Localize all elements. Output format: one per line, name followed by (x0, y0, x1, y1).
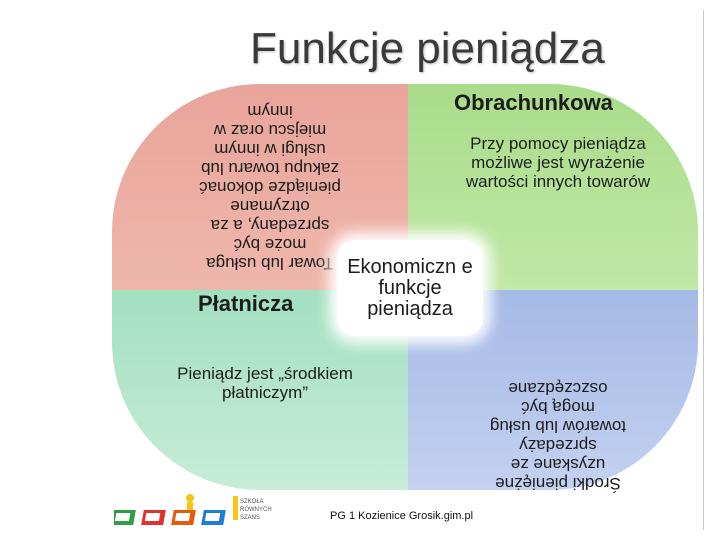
school-books-logo-icon (114, 492, 274, 532)
bottom-left-text: Pieniądz jest „środkiem płatniczym” (177, 364, 353, 402)
svg-text:SZKOŁA: SZKOŁA (240, 499, 264, 505)
bottom-right-text: Środki pieniężne uzyskane ze sprzedaży towarów lub usług mogą być oszczędzane (489, 379, 627, 493)
slide-right-border (703, 10, 704, 530)
top-right-text: Przy pomocy pieniądza możliwe jest wyrażenie wartości innych towarów (465, 134, 651, 191)
center-label-box (337, 240, 483, 336)
slide-title: Funkcje pieniądza (250, 24, 605, 73)
svg-text:RÓWNYCH: RÓWNYCH (240, 507, 272, 513)
top-left-text: Towar lub usługa może być sprzedany, a za otrzymane pieniądze dokonać zakupu towaru lub usługi w innym miejscu oraz w innym (199, 102, 341, 273)
bottom-left-heading: Płatnicza (198, 291, 294, 316)
top-right-heading: Obrachunkowa (454, 90, 613, 115)
svg-text:SZANS: SZANS (240, 515, 261, 521)
center-label: Ekonomiczn e funkcje pieniądza (347, 255, 473, 320)
footer-text: PG 1 Kozienice Grosik.gim.pl (330, 510, 474, 522)
